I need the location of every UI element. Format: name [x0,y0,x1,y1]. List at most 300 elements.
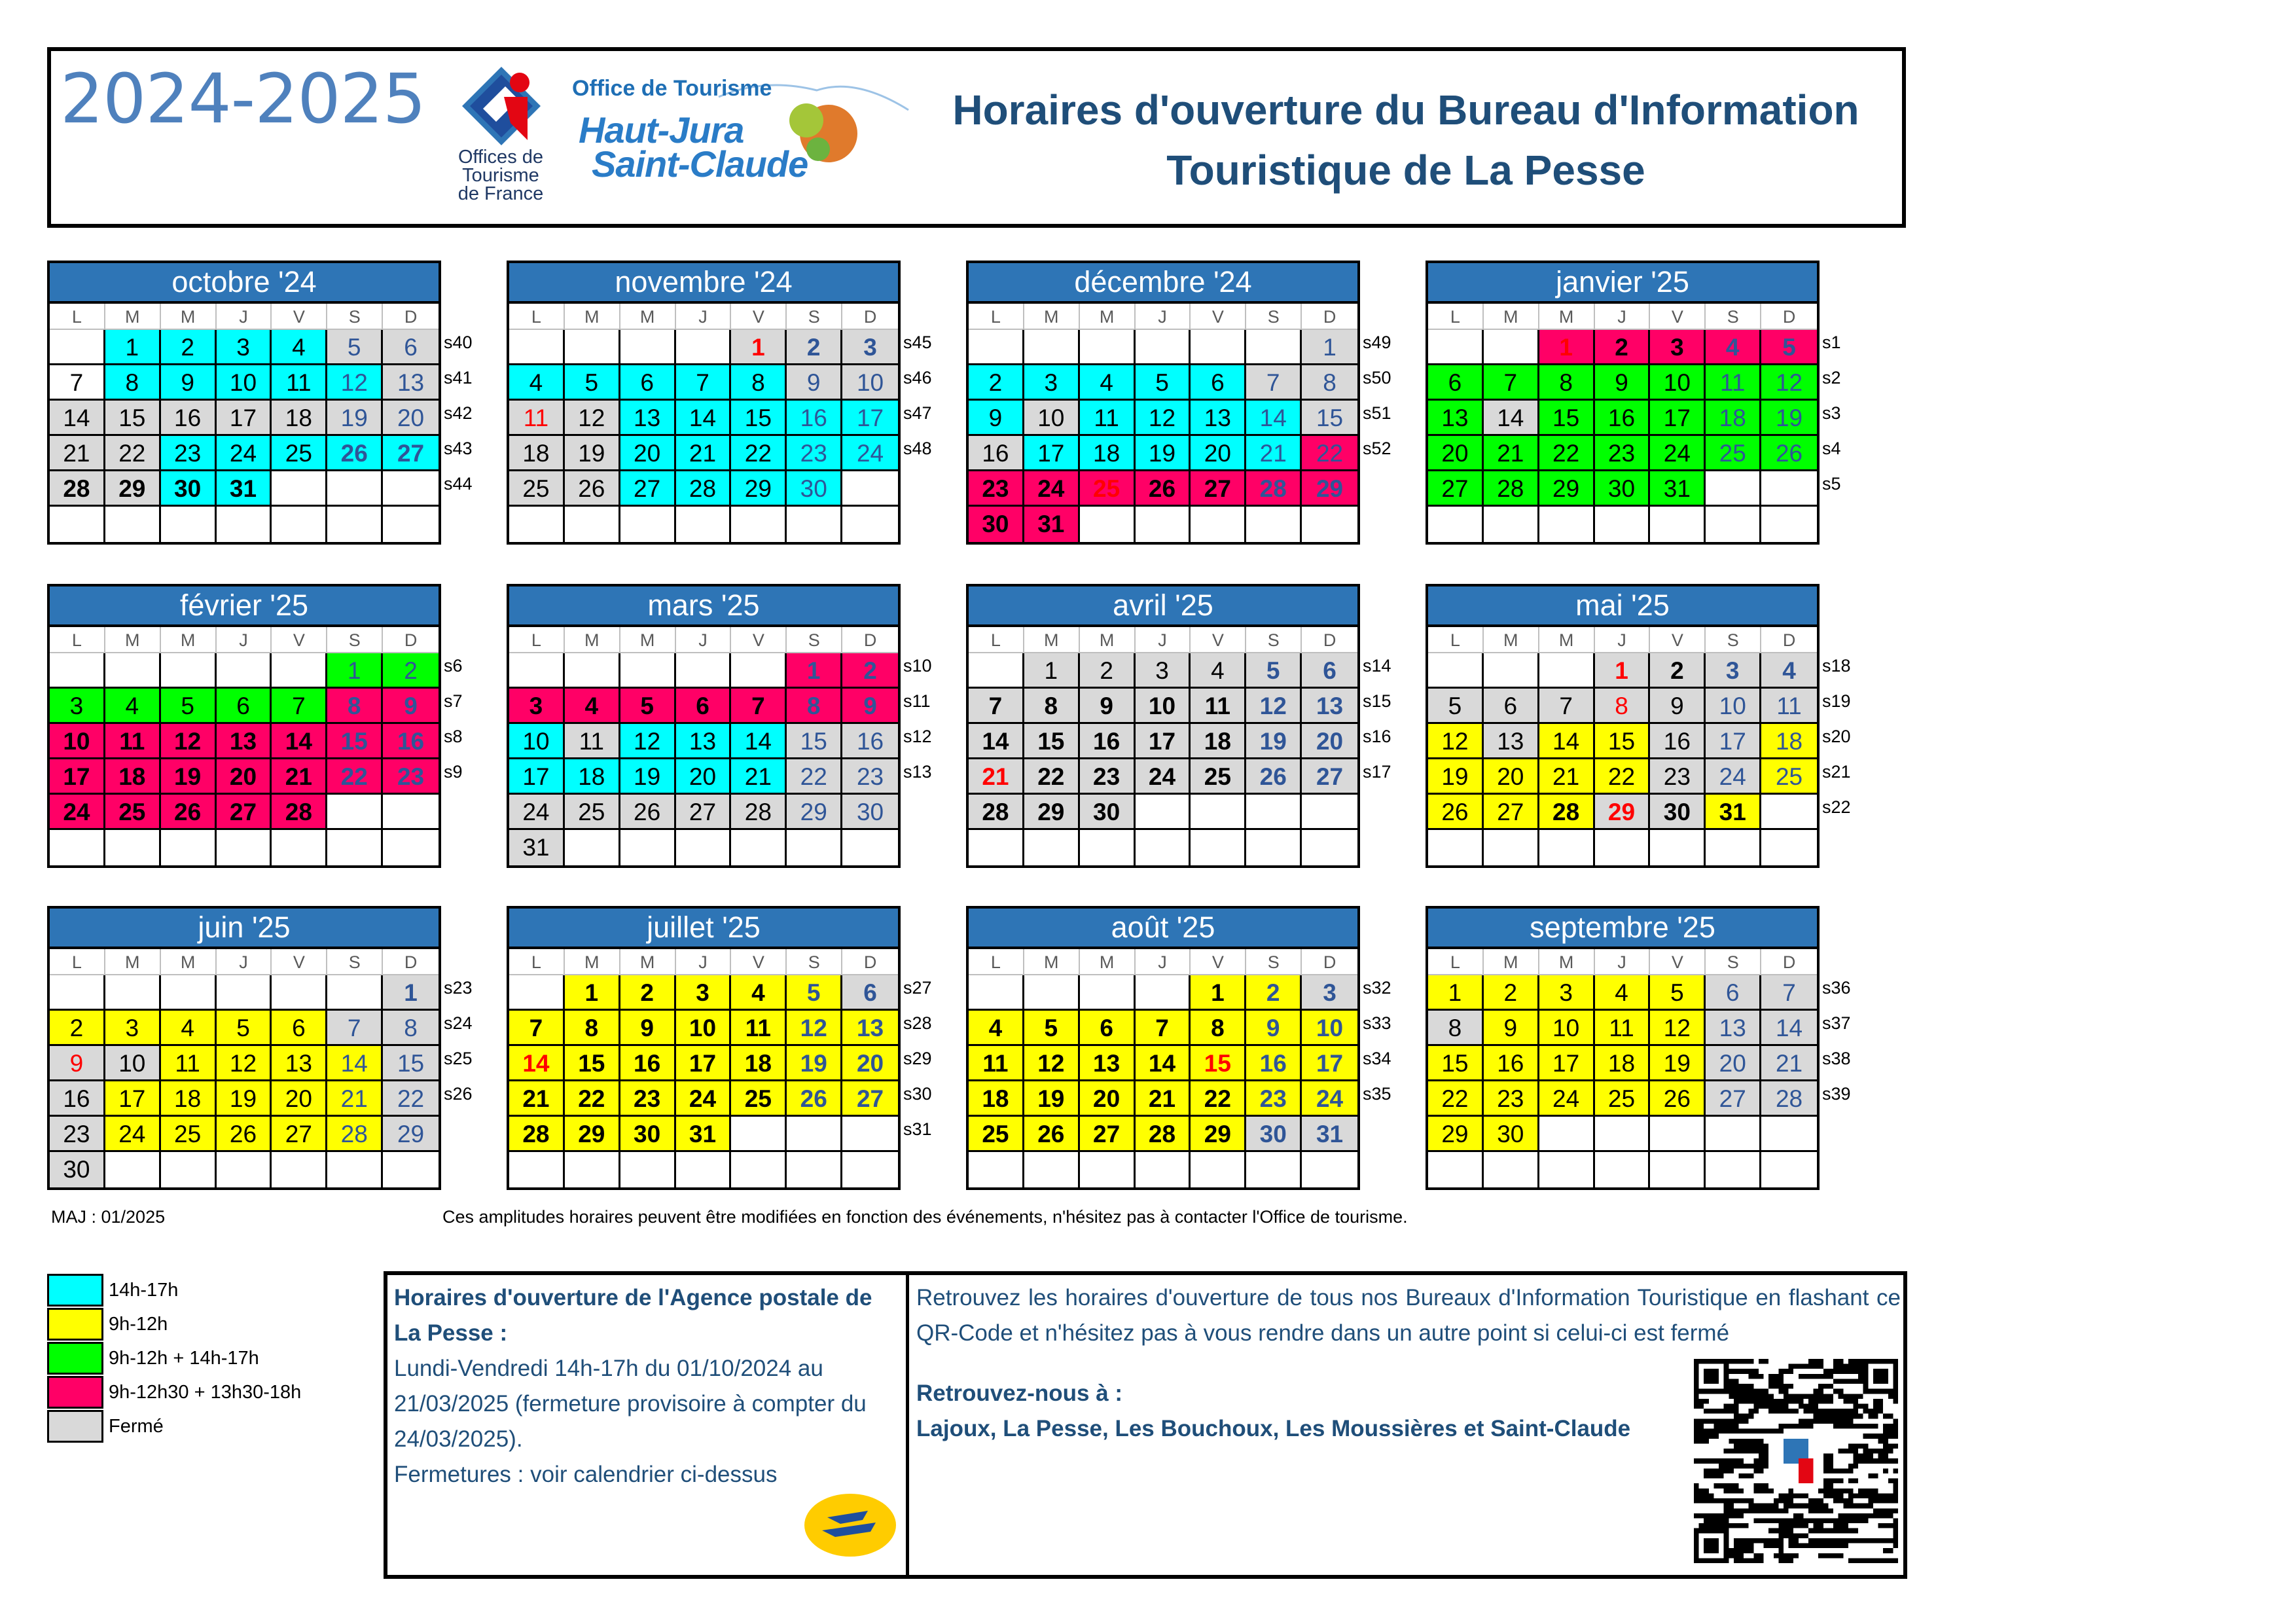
empty-cell [1428,1152,1484,1187]
day-cell: 2 [383,653,439,689]
empty-cell [217,1152,272,1187]
day-cell: 30 [50,1152,105,1187]
month-title: octobre '24 [47,261,441,304]
day-cell: 25 [969,1117,1024,1152]
empty-cell [969,1152,1024,1187]
day-cell: 8 [327,689,383,724]
day-cell: 4 [1706,330,1761,365]
day-cell: 3 [1650,330,1706,365]
day-cell: 14 [1484,401,1539,436]
weekday-header: M [161,627,217,653]
day-cell: 14 [327,1046,383,1081]
month-days-grid [1426,949,1820,1190]
day-cell: 30 [1650,795,1706,830]
day-cell: 2 [1484,975,1539,1011]
qr-code-icon[interactable] [1694,1359,1898,1563]
day-cell: 20 [1080,1081,1136,1117]
day-cell: 17 [1302,1046,1357,1081]
day-cell: 23 [969,471,1024,507]
day-cell: 10 [1024,401,1080,436]
day-cell: 4 [161,1011,217,1046]
day-cell: 1 [1024,653,1080,689]
day-cell: 24 [1706,759,1761,795]
day-cell: 26 [620,795,676,830]
empty-cell [1302,830,1357,865]
week-number: s19 [1822,691,1851,711]
empty-cell [1302,1152,1357,1187]
empty-cell [1246,507,1302,542]
day-cell: 3 [1539,975,1595,1011]
day-cell: 29 [787,795,842,830]
month-days-grid [966,304,1360,545]
day-cell: 9 [1246,1011,1302,1046]
empty-cell [1539,1117,1595,1152]
day-cell: 17 [842,401,898,436]
weekday-header: J [676,304,732,330]
day-cell: 1 [731,330,787,365]
day-cell: 20 [620,436,676,471]
week-number: s23 [444,978,473,998]
empty-cell [969,975,1024,1011]
empty-cell [1246,1152,1302,1187]
day-cell: 12 [1136,401,1191,436]
day-cell: 24 [1024,471,1080,507]
update-date: MAJ : 01/2025 [51,1207,166,1227]
day-cell: 8 [383,1011,439,1046]
empty-cell [1428,653,1484,689]
empty-cell [272,975,327,1011]
day-cell: 2 [842,653,898,689]
weekday-header: M [565,949,620,975]
day-cell: 1 [565,975,620,1011]
week-number: s25 [444,1049,473,1068]
empty-cell [842,471,898,507]
empty-cell [620,507,676,542]
day-cell: 23 [1484,1081,1539,1117]
day-cell: 21 [272,759,327,795]
empty-cell [327,471,383,507]
legend-label-9h-12h: 9h-12h [109,1314,168,1335]
week-number: s11 [903,691,931,711]
weekday-header: S [1246,304,1302,330]
day-cell: 6 [1191,365,1246,401]
day-cell: 25 [1706,436,1761,471]
empty-cell [50,330,105,365]
empty-cell [1484,330,1539,365]
empty-cell [731,1152,787,1187]
empty-cell [1080,330,1136,365]
day-cell: 13 [1484,724,1539,759]
day-cell: 20 [1484,759,1539,795]
day-cell: 24 [509,795,565,830]
day-cell: 27 [1191,471,1246,507]
day-cell: 11 [1761,689,1817,724]
day-cell: 28 [1484,471,1539,507]
day-cell: 16 [787,401,842,436]
legend-label-9h-12h30-13h30-18h: 9h-12h30 + 13h30-18h [109,1382,302,1403]
day-cell: 3 [842,330,898,365]
weekday-header: S [327,304,383,330]
day-cell: 5 [1136,365,1191,401]
weekday-header: M [1080,627,1136,653]
week-number: s40 [444,333,473,352]
day-cell: 25 [1191,759,1246,795]
day-cell: 7 [731,689,787,724]
day-cell: 23 [1595,436,1651,471]
day-cell: 28 [509,1117,565,1152]
day-cell: 20 [1302,724,1357,759]
day-cell: 15 [1428,1046,1484,1081]
day-cell: 5 [620,689,676,724]
day-cell: 7 [1136,1011,1191,1046]
weekday-header: D [383,627,439,653]
day-cell: 20 [383,401,439,436]
empty-cell [327,830,383,865]
empty-cell [842,830,898,865]
day-cell: 4 [509,365,565,401]
day-cell: 27 [1706,1081,1761,1117]
day-cell: 5 [327,330,383,365]
month-calendar [47,261,441,545]
weekday-header: S [1706,627,1761,653]
day-cell: 25 [272,436,327,471]
empty-cell [1706,471,1761,507]
week-number: s18 [1822,656,1851,676]
office-name-line2: Saint-Claude [592,143,808,185]
day-cell: 22 [565,1081,620,1117]
empty-cell [509,975,565,1011]
day-cell: 21 [509,1081,565,1117]
day-cell: 22 [327,759,383,795]
empty-cell [1539,653,1595,689]
month-title: novembre '24 [507,261,901,304]
month-calendar [1426,261,1820,545]
day-cell: 27 [217,795,272,830]
month-days-grid [47,304,441,545]
empty-cell [161,1152,217,1187]
day-cell: 25 [509,471,565,507]
day-cell: 9 [161,365,217,401]
week-number: s34 [1363,1049,1391,1068]
empty-cell [787,1117,842,1152]
day-cell: 22 [1024,759,1080,795]
day-cell: 18 [565,759,620,795]
day-cell: 7 [1484,365,1539,401]
legend-swatch-9h-12h-14h-17h [47,1342,103,1375]
week-number: s5 [1822,474,1841,494]
empty-cell [105,507,161,542]
week-number: s50 [1363,368,1391,388]
weekday-header: D [383,304,439,330]
day-cell: 22 [787,759,842,795]
day-cell: 16 [620,1046,676,1081]
day-cell: 11 [272,365,327,401]
day-cell: 31 [1302,1117,1357,1152]
day-cell: 5 [161,689,217,724]
weekday-header: M [105,627,161,653]
day-cell: 24 [842,436,898,471]
weekday-header: M [1539,949,1595,975]
empty-cell [383,830,439,865]
day-cell: 14 [1761,1011,1817,1046]
empty-cell [565,830,620,865]
day-cell: 28 [327,1117,383,1152]
empty-cell [1024,1152,1080,1187]
empty-cell [842,1117,898,1152]
info-boxes [384,1271,1907,1579]
day-cell: 1 [1302,330,1357,365]
day-cell: 17 [1136,724,1191,759]
day-cell: 7 [509,1011,565,1046]
empty-cell [1650,1117,1706,1152]
empty-cell [1650,507,1706,542]
empty-cell [731,653,787,689]
weekday-header: D [1302,949,1357,975]
empty-cell [1246,830,1302,865]
empty-cell [1136,507,1191,542]
empty-cell [1484,653,1539,689]
day-cell: 5 [1761,330,1817,365]
day-cell: 26 [1428,795,1484,830]
day-cell: 28 [1136,1117,1191,1152]
day-cell: 21 [1136,1081,1191,1117]
weekday-header: V [272,627,327,653]
month-days-grid [47,949,441,1190]
day-cell: 3 [509,689,565,724]
weekday-header: M [1539,304,1595,330]
day-cell: 13 [272,1046,327,1081]
day-cell: 2 [1246,975,1302,1011]
day-cell: 21 [1246,436,1302,471]
day-cell: 17 [105,1081,161,1117]
empty-cell [1539,1152,1595,1187]
day-cell: 13 [1080,1046,1136,1081]
day-cell: 8 [1539,365,1595,401]
day-cell: 12 [217,1046,272,1081]
day-cell: 16 [1246,1046,1302,1081]
empty-cell [1595,830,1651,865]
weekday-header: J [1136,627,1191,653]
empty-cell [327,1152,383,1187]
day-cell: 13 [217,724,272,759]
day-cell: 13 [1302,689,1357,724]
day-cell: 15 [1191,1046,1246,1081]
day-cell: 23 [1080,759,1136,795]
day-cell: 27 [1302,759,1357,795]
day-cell: 24 [676,1081,732,1117]
empty-cell [1191,1152,1246,1187]
day-cell: 5 [787,975,842,1011]
month-days-grid [47,627,441,868]
weekday-header: M [105,949,161,975]
week-number: s1 [1822,333,1841,352]
weekday-header: J [217,627,272,653]
empty-cell [217,653,272,689]
month-days-grid [1426,304,1820,545]
weekday-header: J [1595,627,1651,653]
empty-cell [969,653,1024,689]
day-cell: 17 [676,1046,732,1081]
day-cell: 30 [787,471,842,507]
day-cell: 19 [217,1081,272,1117]
weekday-header: M [565,304,620,330]
day-cell: 4 [731,975,787,1011]
weekday-header: M [1484,304,1539,330]
month-calendar [966,906,1360,1190]
weekday-header: L [50,949,105,975]
day-cell: 2 [161,330,217,365]
day-cell: 9 [1484,1011,1539,1046]
week-number: s3 [1822,403,1841,423]
day-cell: 29 [1302,471,1357,507]
empty-cell [272,1152,327,1187]
day-cell: 3 [676,975,732,1011]
day-cell: 17 [1539,1046,1595,1081]
day-cell: 1 [1428,975,1484,1011]
week-number: s2 [1822,368,1841,388]
day-cell: 20 [842,1046,898,1081]
empty-cell [327,795,383,830]
day-cell: 28 [969,795,1024,830]
day-cell: 16 [50,1081,105,1117]
day-cell: 18 [1761,724,1817,759]
week-number: s43 [444,439,473,458]
day-cell: 14 [1539,724,1595,759]
day-cell: 26 [161,795,217,830]
month-title: mars '25 [507,584,901,627]
day-cell: 2 [787,330,842,365]
day-cell: 26 [565,471,620,507]
empty-cell [1080,830,1136,865]
day-cell: 13 [676,724,732,759]
empty-cell [1080,975,1136,1011]
day-cell: 20 [676,759,732,795]
weekday-header: J [1136,304,1191,330]
empty-cell [565,1152,620,1187]
day-cell: 28 [676,471,732,507]
day-cell: 9 [383,689,439,724]
day-cell: 16 [1080,724,1136,759]
legend-swatch-14h-17h [47,1274,103,1307]
day-cell: 23 [842,759,898,795]
day-cell: 31 [1024,507,1080,542]
empty-cell [1136,1152,1191,1187]
empty-cell [509,507,565,542]
weekday-header: J [676,949,732,975]
postal-closures: Fermetures : voir calendrier ci-dessus [394,1462,778,1487]
day-cell: 31 [676,1117,732,1152]
day-cell: 24 [50,795,105,830]
weekday-header: M [1484,627,1539,653]
day-cell: 7 [1539,689,1595,724]
day-cell: 29 [565,1117,620,1152]
day-cell: 15 [731,401,787,436]
empty-cell [969,330,1024,365]
day-cell: 28 [1246,471,1302,507]
day-cell: 23 [620,1081,676,1117]
weekday-header: L [50,627,105,653]
weekday-header: V [1650,304,1706,330]
day-cell: 8 [1302,365,1357,401]
day-cell: 28 [731,795,787,830]
day-cell: 19 [565,436,620,471]
month-calendar [507,906,901,1190]
day-cell: 26 [1761,436,1817,471]
weekday-header: J [217,304,272,330]
empty-cell [1191,330,1246,365]
day-cell: 9 [50,1046,105,1081]
weekday-header: S [1706,949,1761,975]
day-cell: 18 [731,1046,787,1081]
day-cell: 8 [731,365,787,401]
day-cell: 3 [217,330,272,365]
day-cell: 6 [1706,975,1761,1011]
day-cell: 29 [383,1117,439,1152]
day-cell: 2 [1080,653,1136,689]
day-cell: 21 [1761,1046,1817,1081]
week-number: s9 [444,762,463,782]
day-cell: 14 [731,724,787,759]
day-cell: 10 [842,365,898,401]
empty-cell [509,330,565,365]
day-cell: 7 [969,689,1024,724]
empty-cell [272,653,327,689]
legend-swatch-9h-12h30-13h30-18h [47,1376,103,1409]
day-cell: 31 [1650,471,1706,507]
office-name-line1: Haut-Jura [579,109,744,151]
day-cell: 29 [731,471,787,507]
week-number: s35 [1363,1084,1391,1104]
day-cell: 16 [969,436,1024,471]
weekday-header: D [1761,949,1817,975]
day-cell: 13 [1706,1011,1761,1046]
empty-cell [1706,1117,1761,1152]
postal-title: Horaires d'ouverture de l'Agence postale de La Pesse : [394,1285,872,1346]
day-cell: 10 [1136,689,1191,724]
day-cell: 2 [1595,330,1651,365]
day-cell: 3 [1136,653,1191,689]
empty-cell [1191,507,1246,542]
month-days-grid [507,949,901,1190]
week-number: s28 [903,1013,932,1033]
empty-cell [565,653,620,689]
weekday-header: M [620,627,676,653]
day-cell: 20 [217,759,272,795]
empty-cell [1484,507,1539,542]
day-cell: 5 [1650,975,1706,1011]
empty-cell [217,507,272,542]
day-cell: 24 [1136,759,1191,795]
box-divider [906,1275,909,1575]
day-cell: 20 [1706,1046,1761,1081]
weekday-header: M [1024,304,1080,330]
day-cell: 9 [842,689,898,724]
day-cell: 13 [620,401,676,436]
empty-cell [50,975,105,1011]
day-cell: 24 [1302,1081,1357,1117]
day-cell: 10 [1706,689,1761,724]
month-calendar [47,906,441,1190]
empty-cell [676,507,732,542]
weekday-header: S [787,949,842,975]
day-cell: 7 [1761,975,1817,1011]
day-cell: 7 [1246,365,1302,401]
day-cell: 22 [1302,436,1357,471]
empty-cell [842,1152,898,1187]
weekday-header: J [217,949,272,975]
weekday-header: M [1484,949,1539,975]
day-cell: 15 [1539,401,1595,436]
